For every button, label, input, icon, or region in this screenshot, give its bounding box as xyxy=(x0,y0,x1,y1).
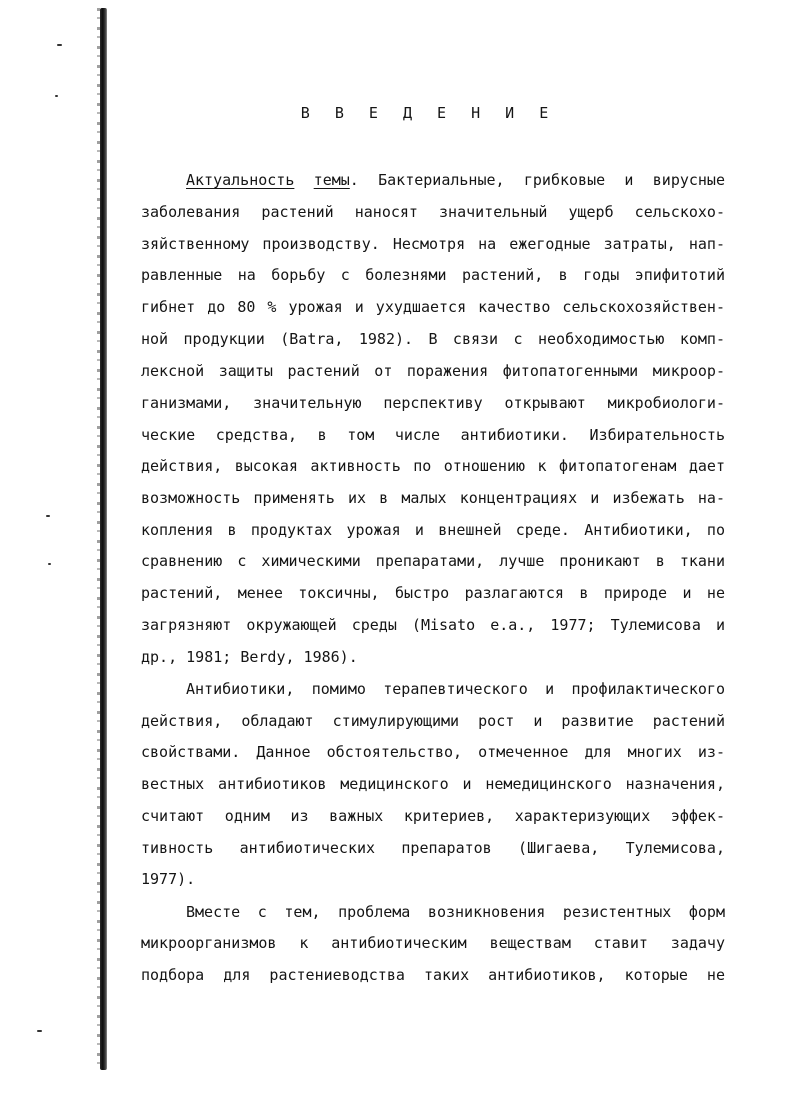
text-line: гибнет до 80 % урожая и ухудшается качество сельскохозяйствен- xyxy=(141,298,725,316)
binding-edge xyxy=(100,8,107,1070)
text-line: ной продукции (Batra, 1982). В связи с необходимостью комп- xyxy=(141,330,725,348)
text-line-indent: Антибиотики, помимо терапевтического и профилактического xyxy=(186,680,725,698)
text-line: ческие средства, в том числе антибиотики. Избирательность xyxy=(141,426,725,444)
section-title: В В Е Д Е Н И Е xyxy=(300,104,557,122)
scan-speck xyxy=(48,563,51,565)
text-line: 1977). xyxy=(141,870,196,888)
text-line: лексной защиты растений от поражения фитопатогенными микроор- xyxy=(141,362,725,380)
text-line: свойствами. Данное обстоятельство, отмеченное для многих из- xyxy=(141,743,725,761)
text-line: считают одним из важных критериев, характеризующих эффек- xyxy=(141,807,725,825)
text-line: микроорганизмов к антибиотическим веществам ставит задачу xyxy=(141,934,725,952)
text-line: копления в продуктах урожая и внешней среде. Антибиотики, по xyxy=(141,521,725,539)
text-line: зяйственному производству. Несмотря на ежегодные затраты, нап- xyxy=(141,235,725,253)
text-line-rest: . Бактериальные, грибковые и вирусные xyxy=(349,171,725,189)
text-line: растений, менее токсичны, быстро разлагаются в природе и не xyxy=(141,584,725,602)
text-line: возможность применять их в малых концентрациях и избежать на- xyxy=(141,489,725,507)
text-line: сравнению с химическими препаратами, лучше проникают в ткани xyxy=(141,552,725,570)
subheading-underlined: темы xyxy=(313,171,350,189)
text-line: действия, обладают стимулирующими рост и развитие растений xyxy=(141,712,725,730)
text-line: равленные на борьбу с болезнями растений, в годы эпифитотий xyxy=(141,266,725,284)
scan-speck xyxy=(57,44,62,46)
scan-speck xyxy=(55,95,58,97)
scan-speck xyxy=(37,1030,42,1032)
text-line: загрязняют окружающей среды (Misato e.a., 1977; Тулемисова и xyxy=(141,616,725,634)
text-line: ганизмами, значительную перспективу открывают микробиологи- xyxy=(141,394,725,412)
scan-speck xyxy=(46,515,50,517)
text-line: др., 1981; Berdy, 1986). xyxy=(141,648,358,666)
text-line: подбора для растениеводства таких антибиотиков, которые не xyxy=(141,966,725,984)
text-line-indent: Вместе с тем, проблема возникновения резистентных форм xyxy=(186,903,725,921)
text-line: тивность антибиотических препаратов (Шигаева, Тулемисова, xyxy=(141,839,725,857)
text-line-first xyxy=(186,170,725,190)
text-line: вестных антибиотиков медицинского и немедицинского назначения, xyxy=(141,775,725,793)
text-line: заболевания растений наносят значительный ущерб сельскохо- xyxy=(141,203,725,221)
subheading-underlined: Актуальность xyxy=(186,171,295,189)
text-line: действия, высокая активность по отношению к фитопатогенам дает xyxy=(141,457,725,475)
